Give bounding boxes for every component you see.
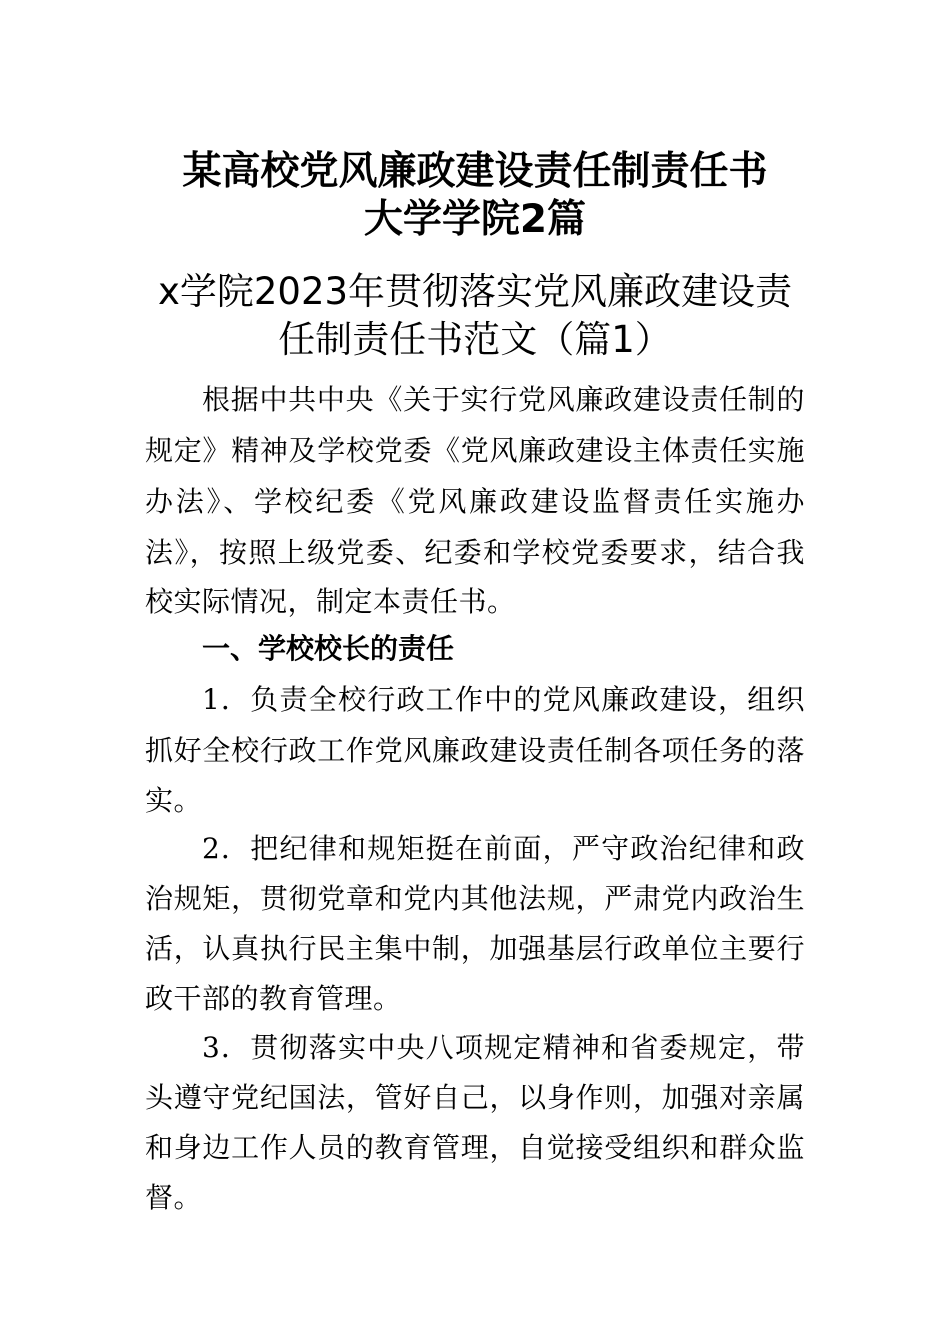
item-3-line: 头遵守党纪国法，管好自己，以身作则，加强对亲属 (145, 1081, 805, 1114)
document-title-line-1: 某高校党风廉政建设责任制责任书 (182, 149, 768, 194)
document-title-line-2: 大学学院2篇 (363, 197, 587, 242)
article-title-line-1: x学院2023年贯彻落实党风廉政建设责 (157, 270, 793, 313)
intro-paragraph-line: 校实际情况，制定本责任书。 (145, 585, 516, 618)
item-2-line: 2．把纪律和规矩挺在前面，严守政治纪律和政 (202, 832, 805, 865)
intro-paragraph-line: 办法》、学校纪委《党风廉政建设监督责任实施办 (145, 485, 805, 518)
item-2-line: 政干部的教育管理。 (145, 982, 402, 1015)
item-2-line: 治规矩，贯彻党章和党内其他法规，严肃党内政治生 (145, 882, 805, 915)
item-1-line: 实。 (145, 784, 203, 817)
intro-paragraph-line: 根据中共中央《关于实行党风廉政建设责任制的 (202, 383, 805, 416)
intro-paragraph-line: 法》，按照上级党委、纪委和学校党委要求，结合我 (145, 536, 805, 569)
item-1-line: 抓好全校行政工作党风廉政建设责任制各项任务的落 (145, 734, 805, 767)
intro-paragraph-line: 规定》精神及学校党委《党风廉政建设主体责任实施 (145, 434, 805, 467)
item-3-line: 和身边工作人员的教育管理，自觉接受组织和群众监 (145, 1131, 805, 1164)
item-2-line: 活，认真执行民主集中制，加强基层行政单位主要行 (145, 932, 805, 965)
section-heading: 一、学校校长的责任 (202, 632, 455, 665)
item-3-line: 3．贯彻落实中央八项规定精神和省委规定，带 (202, 1031, 805, 1064)
item-1-line: 1．负责全校行政工作中的党风廉政建设，组织 (202, 683, 805, 716)
item-3-line: 督。 (145, 1181, 203, 1214)
article-title-line-2: 任制责任书范文（篇1） (278, 318, 672, 361)
